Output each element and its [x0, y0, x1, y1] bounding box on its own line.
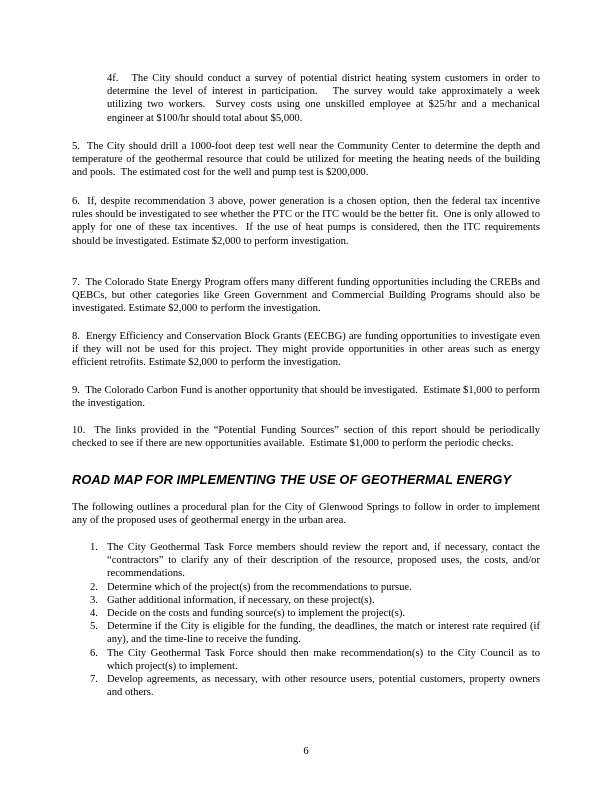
road-map-steps — [72, 541, 540, 699]
list-item — [72, 541, 540, 581]
list-item-text: Decide on the costs and funding source(s) to implement the project(s). — [107, 608, 406, 620]
list-item-text: Determine if the City is eligible for the funding, the deadlines, the match or interest rate required (if any), and the time-line to receive the funding. — [107, 621, 540, 646]
recommendation-5: 5. The City should drill a 1000-foot deep test well near the Community Center to determine the depth and temperature of the geothermal resource that could be utilized for meeting the heating needs of the building and pools. The estimated cost for the well and pump test is $200,000. — [72, 141, 540, 179]
recommendation-8: 8. Energy Efficiency and Conservation Block Grants (EECBG) are funding opportunities to investigate even if they will not be used for this project. They might provide opportunities in other areas such as energy efficient retrofits. Estimate $2,000 to perform the investigation. — [72, 331, 540, 369]
recommendation-6: 6. If, despite recommendation 3 above, power generation is a chosen option, then the federal tax incentive rules should be investigated to see whether the PTC or the ITC would be the better fit. One is only allowed to apply for one of these tax incentives. If the use of heat pumps is considered, then the ITC requirements should be investigated. Estimate $2,000 to perform investigation. — [72, 196, 540, 247]
list-item-text: Gather additional information, if necessary, on these project(s). — [107, 594, 375, 606]
section-heading: ROAD MAP FOR IMPLEMENTING THE USE OF GEOTHERMAL ENERGY — [72, 472, 512, 487]
list-item — [72, 594, 540, 607]
list-item — [72, 620, 540, 646]
intro-paragraph: The following outlines a procedural plan for the City of Glenwood Springs to follow in order to implement any of the proposed uses of geothermal energy in the urban area. — [72, 502, 540, 527]
recommendation-7: 7. The Colorado State Energy Program offers many different funding opportunities including the CREBs and QEBCs, but other categories like Green Government and Commercial Building Programs should also be investigated. Estimate $2,000 to perform the investigation. — [72, 277, 540, 315]
list-number: 4. — [90, 608, 98, 620]
list-item-text: The City Geothermal Task Force should then make recommendation(s) to the City Council as to which project(s) to implement. — [107, 647, 540, 672]
list-item-text: Develop agreements, as necessary, with other resource users, potential customers, property owners and others. — [107, 674, 540, 699]
list-number: 5. — [90, 621, 98, 633]
list-item-text: Determine which of the project(s) from the recommendations to pursue. — [107, 581, 412, 593]
recommendation-4f: 4f. The City should conduct a survey of potential district heating system customers in order to determine the level of interest in participation. The survey would take approximately a week utilizing two workers. Survey costs using one unskilled employee at $25/hr and a mechanical engineer at $100/hr should total about $5,000. — [107, 73, 540, 124]
recommendation-10: 10. The links provided in the “Potential Funding Sources” section of this report should be periodically checked to see if there are new opportunities available. Estimate $1,000 to perform the periodic checks. — [72, 425, 540, 450]
list-number: 1. — [90, 542, 98, 553]
list-item — [72, 581, 540, 594]
page-number: 6 — [303, 746, 309, 757]
list-item — [72, 607, 540, 620]
list-number: 6. — [90, 647, 98, 659]
list-number: 3. — [90, 594, 98, 606]
list-item-text: The City Geothermal Task Force members should review the report and, if necessary, contact the “contractors” to clarify any of their description of the resource, proposed uses, the costs, and/or recommendations. — [107, 542, 540, 580]
recommendation-9: 9. The Colorado Carbon Fund is another opportunity that should be investigated. Estimate $1,000 to perform the investigation. — [72, 385, 540, 410]
list-item — [72, 673, 540, 699]
list-item — [72, 647, 540, 673]
list-number: 7. — [90, 674, 98, 686]
list-number: 2. — [90, 581, 98, 593]
